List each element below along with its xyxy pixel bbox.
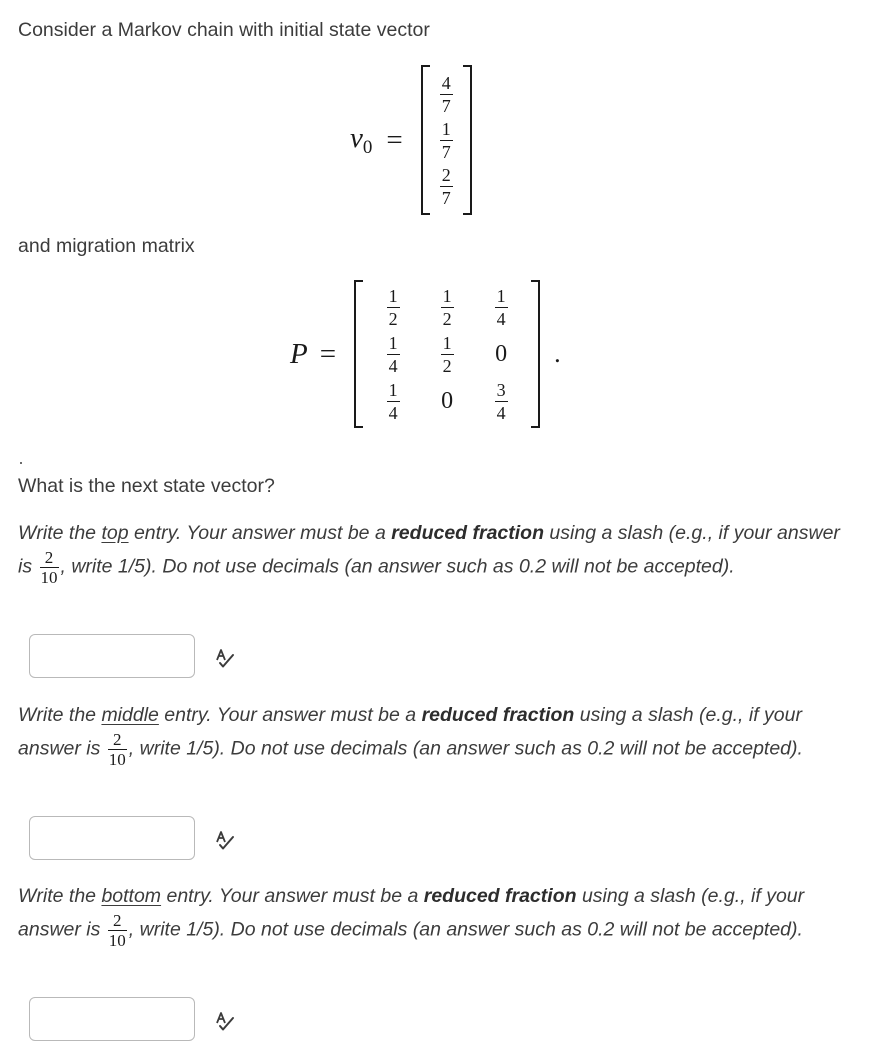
spell-check-icon[interactable] [214,647,236,669]
matrix-cell: $\frac{1}{2}$ [442,332,452,376]
question-middle: Write the middle entry. Your answer must be a reduced fraction using a slash (e.g., if your answer is $\frac{2}{10}$ , write 1/5). Do not use decimals (an answer such as 0.2 will not be accepted). [18,704,803,769]
right-bracket [463,65,472,215]
matrix-cell: $\frac{1}{2}$ [442,285,452,329]
right-bracket [531,280,540,428]
left-bracket [421,65,430,215]
matrix-cell: 0 [495,340,508,367]
v0-entry: $\frac{1}{7}$ [441,118,451,162]
matrix-cell: 0 [441,387,454,414]
v0-entry: $\frac{2}{7}$ [441,164,451,208]
equals-sign: = [386,123,403,156]
intro-text: Consider a Markov chain with initial state vector [18,19,430,41]
migration-matrix [290,280,561,428]
matrix-period: . [554,339,561,368]
equals-sign: = [319,337,337,370]
question-bottom: Write the bottom entry. Your answer must be a reduced fraction using a slash (e.g., if your answer is $\frac{2}{10}$ , write 1/5). Do not use decimals (an answer such as 0.2 will not be accepted). [18,885,805,950]
left-bracket [354,280,363,428]
migration-text: and migration matrix [18,235,195,257]
question-top: Write the top entry. Your answer must be a reduced fraction using a slash (e.g., if your answer is $\frac{2}{10}$ , write 1/5). Do not use decimals (an answer such as 0.2 will not be accepted). [18,522,840,587]
answer-input-middle[interactable] [29,816,195,860]
spell-check-icon[interactable] [214,829,236,851]
stray-dot [20,462,22,464]
example-fraction: $\frac{2}{10}$ [108,730,126,769]
matrix-cell: $\frac{1}{4}$ [496,285,506,329]
matrix-cell: $\frac{1}{2}$ [388,285,398,329]
answer-input-bottom[interactable] [29,997,195,1041]
prompt-text: What is the next state vector? [18,475,275,497]
example-fraction: $\frac{2}{10}$ [40,548,58,587]
answer-input-top[interactable] [29,634,195,678]
p-label: P [290,337,308,370]
matrix-cell: $\frac{3}{4}$ [496,379,506,423]
spell-check-icon[interactable] [214,1010,236,1032]
v0-label: $v_0$ [350,121,373,158]
matrix-cell: $\frac{1}{4}$ [388,332,398,376]
v0-entry: $\frac{4}{7}$ [441,72,451,116]
initial-state-vector [350,65,472,215]
example-fraction: $\frac{2}{10}$ [108,911,126,950]
matrix-cell: $\frac{1}{4}$ [388,379,398,423]
